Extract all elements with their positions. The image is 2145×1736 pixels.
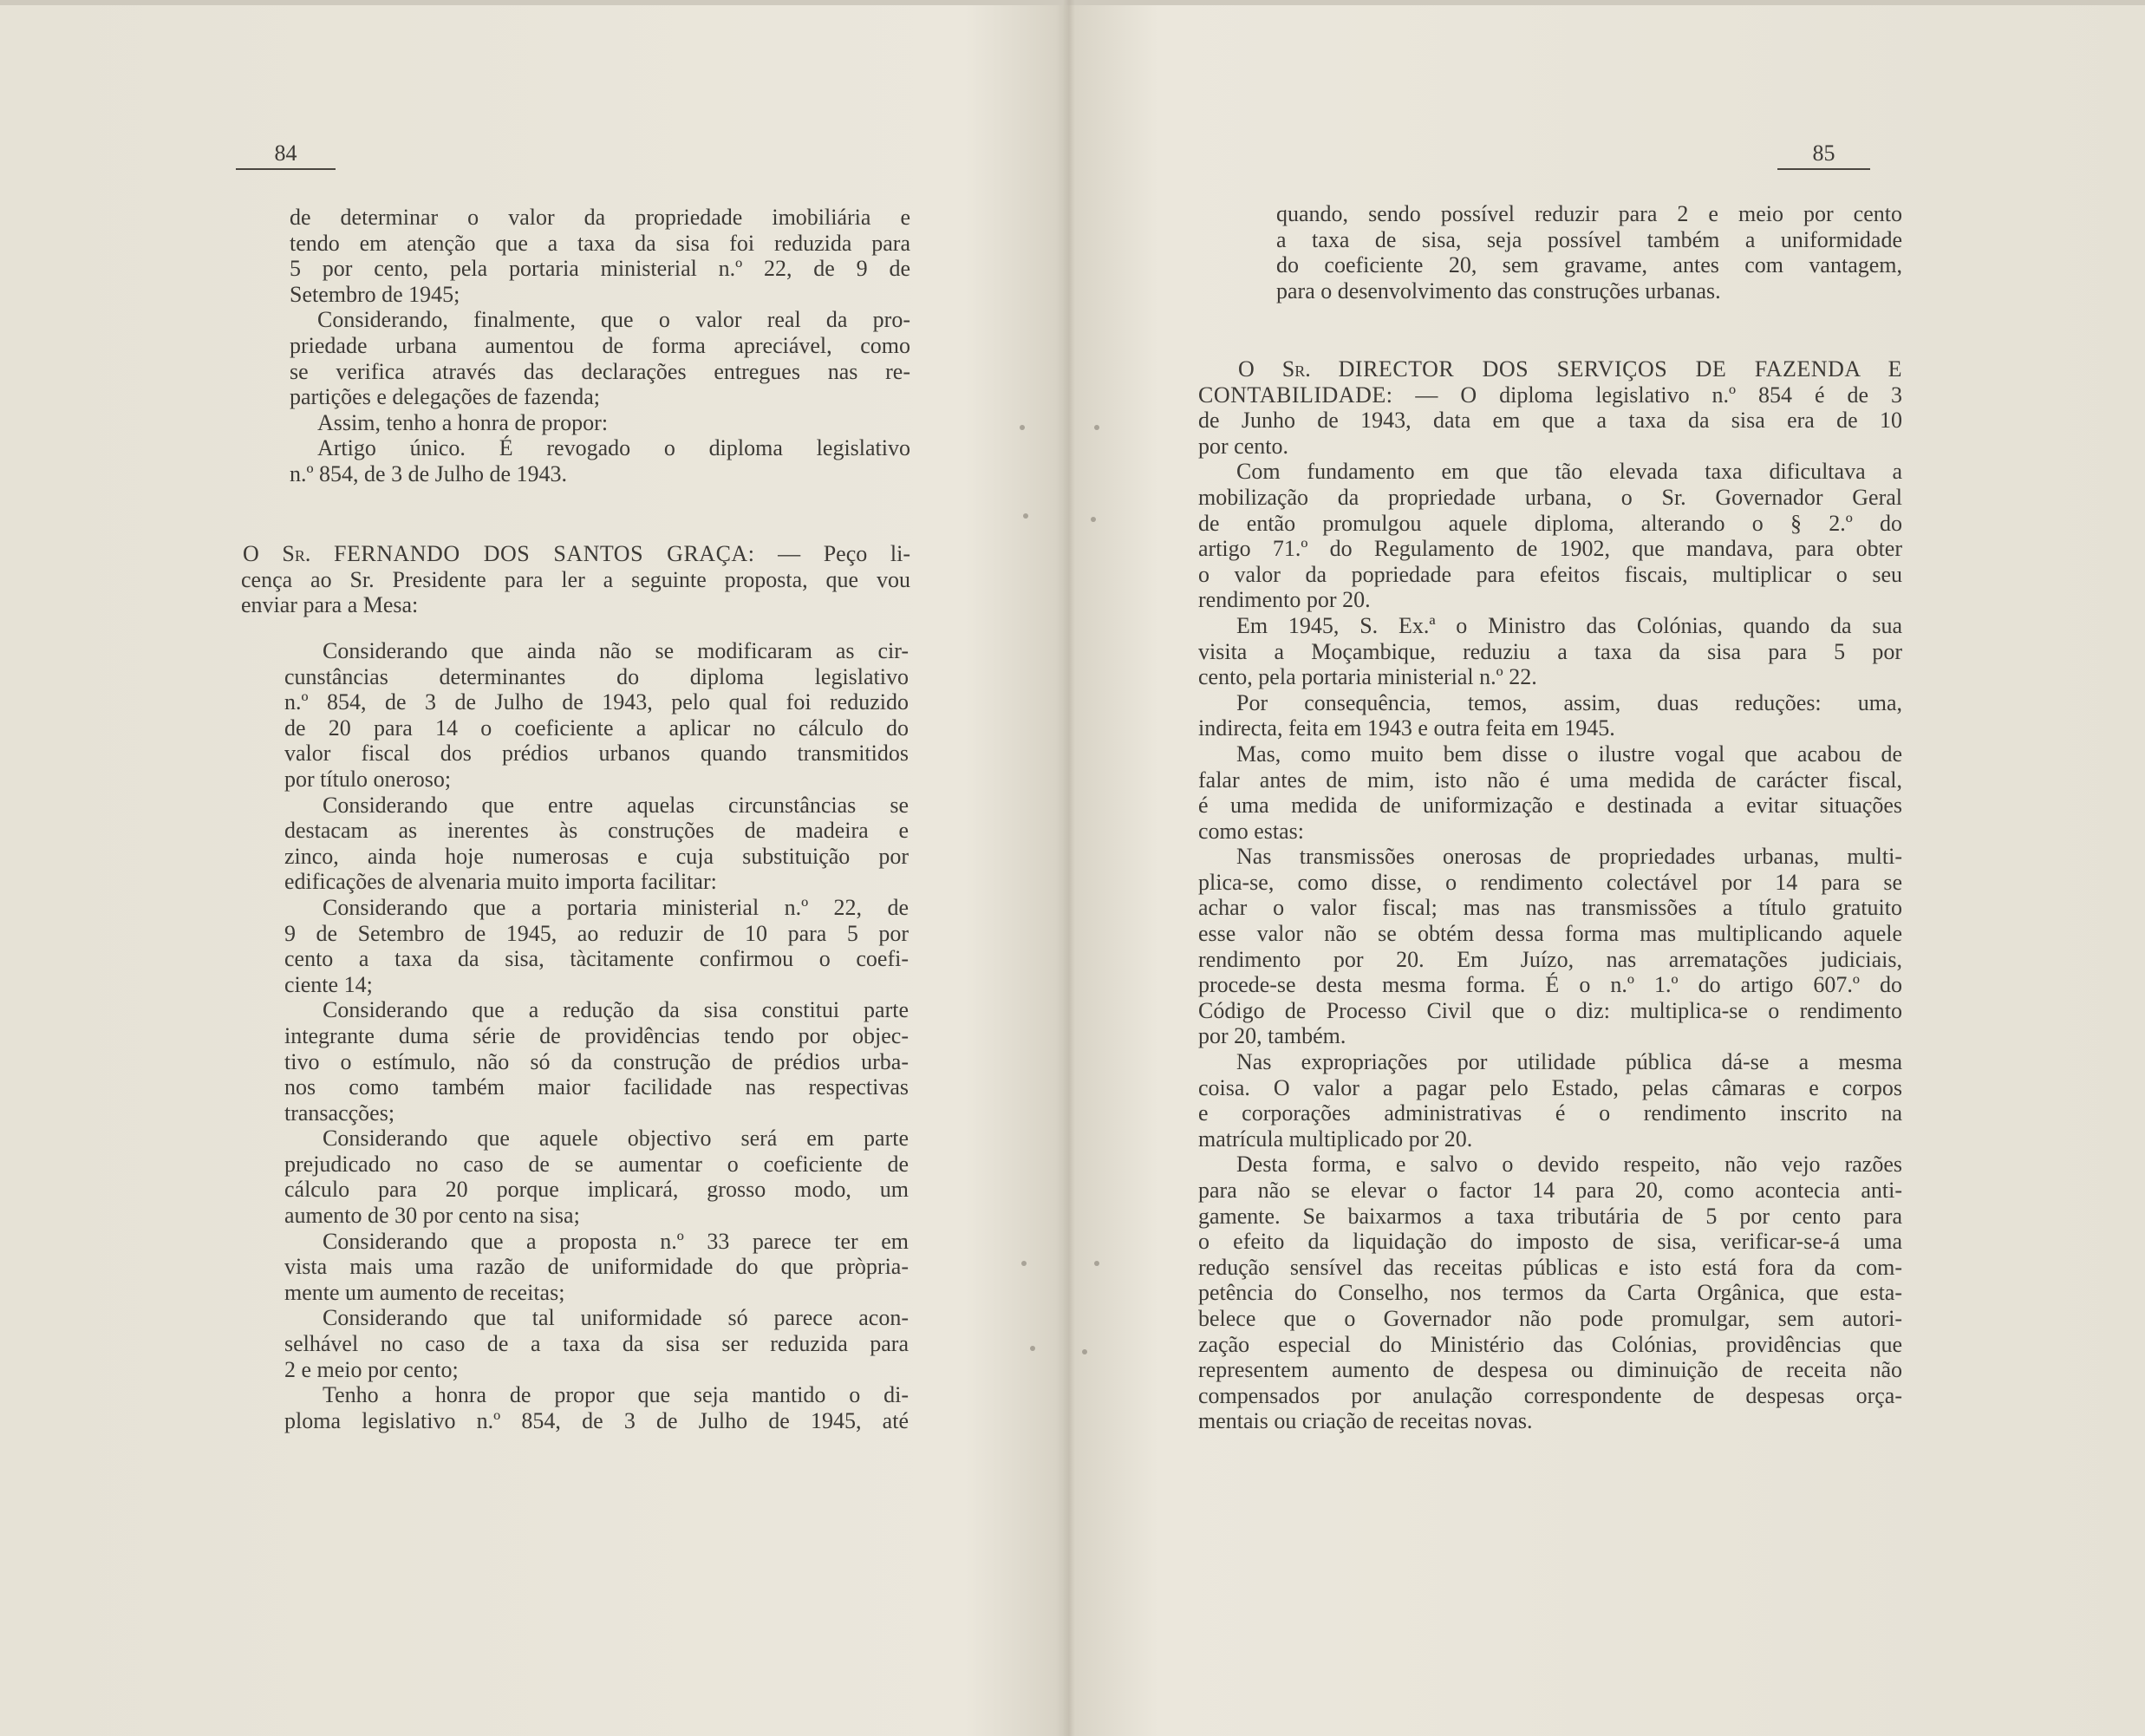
text-line: por 20, também. [1198,1023,1346,1049]
text-line: partições e delegações de fazenda; [290,384,601,410]
text-line: rendimento por 20. [1198,587,1371,613]
text-line: do coeficiente 20, sem gravame, antes com vantagem, [1276,252,1902,278]
text-line: falar antes de mim, isto não é uma medida de carácter fiscal, [1198,767,1902,793]
text-line: Considerando que entre aquelas circunstâncias se [323,792,909,818]
text-line: zação especial do Ministério das Colónias, providências que [1198,1331,1902,1357]
text-line: Por consequência, temos, assim, duas reduções: uma, [1236,689,1902,715]
text-line: quando, sendo possível reduzir para 2 e meio por cento [1276,201,1902,226]
page-number-left: 84 [236,140,336,170]
text-line: integrante duma série de providências tendo por objec- [284,1022,909,1048]
speaker-title: Sr. [282,541,311,566]
text-line: redução sensível das receitas públicas e isto está fora da com- [1198,1254,1902,1280]
text-line: o valor da popriedade para efeitos fiscais, multiplicar o seu [1198,561,1902,587]
text-line: é uma medida de uniformização e destinada a evitar situações [1198,793,1902,819]
text-line: procede-se desta mesma forma. É o n.º 1.º do artigo 607.º do [1198,972,1902,998]
book-gutter [1063,0,1075,1736]
text-line: esse valor não se obtém dessa forma mas multiplicando aquele [1198,921,1902,947]
text-line: como estas: [1198,818,1305,844]
text-line: 5 por cento, pela portaria ministerial n.º 22, de 9 de [290,256,910,282]
text-line: mobilização da propriedade urbana, o Sr. Governador Geral [1198,484,1902,510]
text-line: o efeito da liquidação do imposto de sisa, verificar-se-á uma [1198,1229,1902,1255]
text-line: transacções; [284,1100,395,1126]
text-line: Considerando que a portaria ministerial n.º 22, de [323,894,909,920]
speaker-line [1198,356,1902,382]
text-line: para não se elevar o factor 14 para 20, como acontecia anti- [1198,1178,1902,1203]
text-line: tivo o estímulo, não só da construção de prédios urba- [284,1048,909,1074]
text-line: artigo 71.º do Regulamento de 1902, que mandava, para obter [1198,536,1902,562]
text-line: cunstâncias determinantes do diploma legislativo [284,663,909,689]
text-line: coisa. O valor a pagar pelo Estado, pelas câmaras e corpos [1198,1074,1902,1100]
text-line: de determinar o valor da propriedade imobiliária e [290,205,910,230]
text-line: Código de Processo Civil que o diz: multiplica-se o rendimento [1198,997,1902,1023]
text-line: se verifica através das declarações entregues nas re- [290,358,910,384]
text-line: ploma legislativo n.º 854, de 3 de Julho de 1945, até [284,1407,909,1433]
text-line: selhável no caso de a taxa da sisa ser reduzida para [284,1331,909,1357]
text-line: n.º 854, de 3 de Julho de 1943. [290,460,568,486]
text-line: Com fundamento em que tão elevada taxa dificultava a [1236,459,1902,485]
text-line: achar o valor fiscal; mas nas transmissões a título gratuito [1198,895,1902,921]
speaker-name: FERNANDO DOS SANTOS GRAÇA: [334,541,755,566]
left-proposal [284,638,909,1433]
text-line: Considerando, finalmente, que o valor real da pro- [317,307,910,333]
text-line: Desta forma, e salvo o devido respeito, não vejo razões [1236,1152,1902,1178]
text-line: destacam as inerentes às construções de madeira e [284,818,909,844]
left-speaker-block [241,541,910,618]
text-line: cença ao Sr. Presidente para ler a seguinte proposta, que vou [241,566,910,592]
speaker-prefix: O [243,541,259,566]
text-line: mentais ou criação de receitas novas. [1198,1408,1533,1434]
text-line: Setembro de 1945; [290,281,460,307]
staple-mark [1021,1261,1027,1266]
text-line: Artigo único. É revogado o diploma legislativo [317,435,910,461]
speaker-line-2 [1198,382,1902,408]
text-line: de 20 para 14 o coeficiente a aplicar no cálculo do [284,715,909,741]
text-line: Mas, como muito bem disse o ilustre vogal que acabou de [1236,741,1902,767]
text-line: indirecta, feita em 1943 e outra feita em 1945. [1198,715,1615,741]
text-line: para o desenvolvimento das construções urbanas. [1276,277,1721,303]
staple-mark [1094,1261,1099,1266]
speaker-title: Sr. [1281,356,1311,382]
text-line: Nas transmissões onerosas de propriedades urbanas, multi- [1236,844,1902,870]
text-line: ciente 14; [284,971,373,997]
text-line: priedade urbana aumentou de forma apreciável, como [290,332,910,358]
text-line: por cento. [1198,433,1288,459]
text-line: belece que o Governador não pode promulgar, sem autori- [1198,1305,1902,1331]
text-line: Em 1945, S. Ex.ª o Ministro das Colónias, quando da sua [1236,612,1902,638]
text-line: edificações de alvenaria muito importa facilitar: [284,869,717,895]
text-line: e corporações administrativas é o rendimento inscrito na [1198,1100,1902,1126]
staple-mark [1094,425,1099,430]
text-line: Tenho a honra de propor que seja mantido o di- [323,1382,909,1408]
text-line: Considerando que ainda não se modificaram as cir- [323,638,909,663]
text-line: 9 de Setembro de 1945, ao reduzir de 10 para 5 por [284,920,909,946]
text-line: Nas expropriações por utilidade pública dá-se a mesma [1236,1049,1902,1075]
text-line: Assim, tenho a honra de propor: [317,409,609,435]
right-para1 [1276,201,1902,303]
page-number-right: 85 [1777,140,1870,170]
text-line: visita a Moçambique, reduziu a taxa da sisa para 5 por [1198,638,1902,664]
text-line: rendimento por 20. Em Juízo, nas arrematações judiciais, [1198,946,1902,972]
text-line: de Junho de 1943, data em que a taxa da sisa era de 10 [1198,408,1902,434]
text-line: enviar para a Mesa: [241,592,419,618]
text-line: compensados por anulação correspondente de despesas orça- [1198,1382,1902,1408]
speaker-name: DIRECTOR DOS SERVIÇOS DE FAZENDA E [1338,356,1903,382]
text-line: prejudicado no caso de se aumentar o coeficiente de [284,1151,909,1177]
staple-mark [1082,1349,1087,1354]
speaker-prefix: O [1238,356,1255,382]
text-line: zinco, ainda hoje numerosas e cuja substituição por [284,843,909,869]
staple-mark [1023,513,1028,519]
text-line: de então promulgou aquele diploma, alterando o § 2.º do [1198,510,1902,536]
staple-mark [1091,517,1096,522]
text-line: gamente. Se baixarmos a taxa tributária de 5 por cento para [1198,1203,1902,1229]
text-line: aumento de 30 por cento na sisa; [284,1203,580,1229]
text-line: cento a taxa da sisa, tàcitamente confirmou o coefi- [284,946,909,972]
text-line: plica-se, como disse, o rendimento colectável por 14 para se [1198,869,1902,895]
staple-mark [1020,425,1025,430]
text-line: a taxa de sisa, seja possível também a uniformidade [1276,226,1902,252]
text-line: Considerando que a proposta n.º 33 parece ter em [323,1228,909,1254]
text-line: representem aumento de despesa ou diminuição de receita não [1198,1357,1902,1383]
text-line: nos como também maior facilidade nas respectivas [284,1074,909,1100]
left-para1 [290,205,910,487]
text-line: 2 e meio por cento; [284,1356,459,1382]
speaker-line [241,541,910,567]
speech-start: — Peço li- [778,541,911,566]
text-line: mente um aumento de receitas; [284,1279,565,1305]
right-speaker-block [1198,356,1902,1434]
text-line: Considerando que tal uniformidade só parece acon- [323,1305,909,1331]
text-line: cálculo para 20 porque implicará, grosso modo, um [284,1177,909,1203]
text-line: cento, pela portaria ministerial n.º 22. [1198,664,1537,690]
text-line: Considerando que aquele objectivo será em parte [323,1126,909,1152]
speech-start: — O diploma legislativo n.º 854 é de 3 [1415,382,1903,408]
speaker-name-cont: CONTABILIDADE: [1198,382,1393,408]
text-line: petência do Conselho, nos termos da Carta Orgânica, que esta- [1198,1280,1902,1306]
text-line: valor fiscal dos prédios urbanos quando transmitidos [284,741,909,767]
text-line: matrícula multiplicado por 20. [1198,1126,1473,1152]
staple-mark [1030,1346,1035,1351]
text-line: por título oneroso; [284,766,452,792]
text-line: tendo em atenção que a taxa da sisa foi reduzida para [290,230,910,256]
text-line: vista mais uma razão de uniformidade do que pròpria- [284,1254,909,1280]
text-line: n.º 854, de 3 de Julho de 1943, pelo qual foi reduzido [284,689,909,715]
text-line: Considerando que a redução da sisa constitui parte [323,997,909,1023]
